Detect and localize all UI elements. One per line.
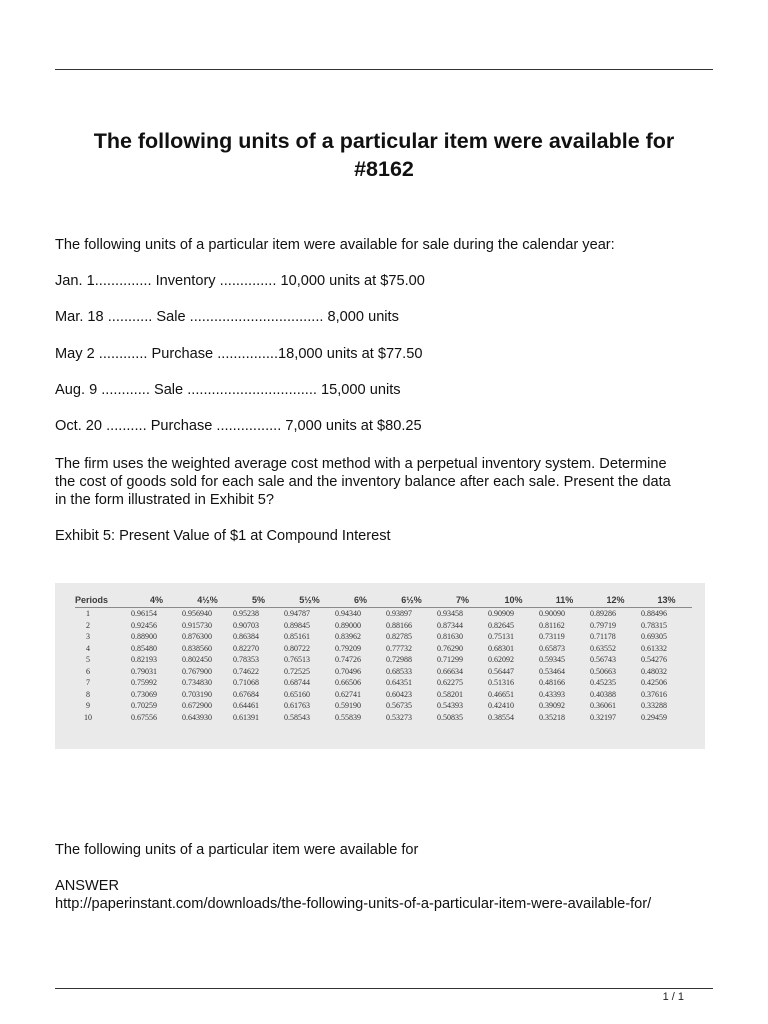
column-header: Periods bbox=[75, 593, 131, 608]
value-cell: 0.90909 bbox=[488, 609, 514, 618]
value-cell: 0.92456 bbox=[131, 620, 157, 630]
table-row bbox=[75, 666, 692, 678]
repeat-title: The following units of a particular item were available for bbox=[55, 842, 419, 858]
table-row bbox=[75, 631, 692, 643]
value-cell: 0.74622 bbox=[233, 666, 259, 676]
page-number: 1 / 1 bbox=[662, 991, 684, 1003]
value-cell: 0.93897 bbox=[386, 609, 412, 618]
period-cell: 1 bbox=[86, 609, 90, 618]
value-cell: 0.72988 bbox=[386, 655, 412, 664]
value-cell: 0.82645 bbox=[488, 620, 514, 630]
value-cell: 0.45235 bbox=[590, 678, 616, 687]
table-row bbox=[75, 712, 692, 724]
value-cell: 0.83962 bbox=[335, 632, 361, 641]
inventory-line-jan: Jan. 1.............. Inventory .............. 10,000 units at $75.00 bbox=[55, 273, 425, 289]
value-cell: 0.93458 bbox=[437, 609, 463, 618]
table-row bbox=[75, 643, 692, 655]
value-cell: 0.37616 bbox=[641, 689, 667, 699]
footer-rule bbox=[55, 988, 713, 989]
value-cell: 0.876300 bbox=[182, 632, 212, 641]
value-cell: 0.96154 bbox=[131, 609, 157, 618]
value-cell: 0.94787 bbox=[284, 609, 310, 618]
value-cell: 0.65873 bbox=[539, 643, 565, 653]
value-cell: 0.64461 bbox=[233, 701, 259, 710]
period-cell: 10 bbox=[84, 712, 92, 722]
column-header: 6½% bbox=[386, 593, 437, 608]
title-line-1: The following units of a particular item were available for bbox=[93, 129, 675, 153]
period-cell: 4 bbox=[86, 643, 90, 653]
value-cell: 0.64351 bbox=[386, 678, 412, 687]
value-cell: 0.68744 bbox=[284, 678, 310, 687]
value-cell: 0.88496 bbox=[641, 609, 667, 618]
value-cell: 0.54276 bbox=[641, 655, 667, 664]
value-cell: 0.48166 bbox=[539, 678, 565, 687]
value-cell: 0.58543 bbox=[284, 712, 310, 722]
value-cell: 0.79031 bbox=[131, 666, 157, 676]
value-cell: 0.85480 bbox=[131, 643, 157, 653]
value-cell: 0.79209 bbox=[335, 643, 361, 653]
value-cell: 0.56743 bbox=[590, 655, 616, 664]
value-cell: 0.56735 bbox=[386, 701, 412, 710]
period-cell: 8 bbox=[86, 689, 90, 699]
value-cell: 0.71178 bbox=[590, 632, 616, 641]
value-cell: 0.73069 bbox=[131, 689, 157, 699]
value-cell: 0.63552 bbox=[590, 643, 616, 653]
column-header: 6% bbox=[335, 593, 386, 608]
value-cell: 0.65160 bbox=[284, 689, 310, 699]
answer-label: ANSWER bbox=[55, 878, 120, 894]
value-cell: 0.80722 bbox=[284, 643, 310, 653]
value-cell: 0.60423 bbox=[386, 689, 412, 699]
value-cell: 0.56447 bbox=[488, 666, 514, 676]
instructions-line-3: in the form illustrated in Exhibit 5? bbox=[55, 492, 275, 508]
value-cell: 0.703190 bbox=[182, 689, 212, 699]
period-cell: 2 bbox=[86, 620, 90, 630]
inventory-line-mar: Mar. 18 ........... Sale ................................. 8,000 units bbox=[55, 309, 399, 325]
value-cell: 0.42410 bbox=[488, 701, 514, 710]
value-cell: 0.35218 bbox=[539, 712, 565, 722]
value-cell: 0.67556 bbox=[131, 712, 157, 722]
value-cell: 0.36061 bbox=[590, 701, 616, 710]
period-cell: 9 bbox=[86, 701, 90, 710]
value-cell: 0.82785 bbox=[386, 632, 412, 641]
value-cell: 0.43393 bbox=[539, 689, 565, 699]
value-cell: 0.68533 bbox=[386, 666, 412, 676]
value-cell: 0.838560 bbox=[182, 643, 212, 653]
instructions-line-1: The firm uses the weighted average cost method with a perpetual inventory system. Determine bbox=[55, 456, 667, 472]
value-cell: 0.59190 bbox=[335, 701, 361, 710]
value-cell: 0.89286 bbox=[590, 609, 616, 618]
table-row bbox=[75, 654, 692, 666]
value-cell: 0.55839 bbox=[335, 712, 361, 722]
column-header: 4½% bbox=[182, 593, 233, 608]
inventory-line-may: May 2 ............ Purchase ...............18,000 units at $77.50 bbox=[55, 346, 423, 362]
value-cell: 0.82270 bbox=[233, 643, 259, 653]
value-cell: 0.61763 bbox=[284, 701, 310, 710]
value-cell: 0.66506 bbox=[335, 678, 361, 687]
header-rule bbox=[55, 69, 713, 70]
value-cell: 0.956940 bbox=[182, 609, 212, 618]
value-cell: 0.90090 bbox=[539, 609, 565, 618]
value-cell: 0.767900 bbox=[182, 666, 212, 676]
period-cell: 5 bbox=[86, 655, 90, 664]
value-cell: 0.643930 bbox=[182, 712, 212, 722]
value-cell: 0.61332 bbox=[641, 643, 667, 653]
value-cell: 0.94340 bbox=[335, 609, 361, 618]
value-cell: 0.74726 bbox=[335, 655, 361, 664]
column-header: 4% bbox=[131, 593, 182, 608]
value-cell: 0.70496 bbox=[335, 666, 361, 676]
document-title bbox=[55, 127, 713, 183]
table-row bbox=[75, 677, 692, 689]
value-cell: 0.33288 bbox=[641, 701, 667, 710]
value-cell: 0.76290 bbox=[437, 643, 463, 653]
column-header: 10% bbox=[488, 593, 539, 608]
column-header: 7% bbox=[437, 593, 488, 608]
value-cell: 0.66634 bbox=[437, 666, 463, 676]
value-cell: 0.69305 bbox=[641, 632, 667, 641]
title-line-2: #8162 bbox=[354, 157, 414, 181]
value-cell: 0.62741 bbox=[335, 689, 361, 699]
present-value-table bbox=[75, 593, 692, 723]
value-cell: 0.85161 bbox=[284, 632, 310, 641]
value-cell: 0.46651 bbox=[488, 689, 514, 699]
value-cell: 0.53273 bbox=[386, 712, 412, 722]
intro-paragraph: The following units of a particular item were available for sale during the calendar year: bbox=[55, 237, 615, 253]
value-cell: 0.38554 bbox=[488, 712, 514, 722]
value-cell: 0.802450 bbox=[182, 655, 212, 664]
value-cell: 0.48032 bbox=[641, 666, 667, 676]
column-header: 5½% bbox=[284, 593, 335, 608]
value-cell: 0.42506 bbox=[641, 678, 667, 687]
value-cell: 0.59345 bbox=[539, 655, 565, 664]
value-cell: 0.70259 bbox=[131, 701, 157, 710]
value-cell: 0.73119 bbox=[539, 632, 565, 641]
value-cell: 0.62092 bbox=[488, 655, 514, 664]
table-header-row bbox=[75, 593, 692, 608]
instructions-line-2: the cost of goods sold for each sale and the inventory balance after each sale. Present the data bbox=[55, 474, 671, 490]
table-row bbox=[75, 689, 692, 701]
value-cell: 0.50835 bbox=[437, 712, 463, 722]
value-cell: 0.67684 bbox=[233, 689, 259, 699]
value-cell: 0.81630 bbox=[437, 632, 463, 641]
column-header: 12% bbox=[590, 593, 641, 608]
value-cell: 0.75131 bbox=[488, 632, 514, 641]
value-cell: 0.734830 bbox=[182, 678, 212, 687]
value-cell: 0.89000 bbox=[335, 620, 361, 630]
value-cell: 0.58201 bbox=[437, 689, 463, 699]
answer-link[interactable]: http://paperinstant.com/downloads/the-following-units-of-a-particular-item-were-available-for/ bbox=[55, 896, 652, 912]
value-cell: 0.79719 bbox=[590, 620, 616, 630]
value-cell: 0.71068 bbox=[233, 678, 259, 687]
value-cell: 0.53464 bbox=[539, 666, 565, 676]
period-cell: 7 bbox=[86, 678, 90, 687]
exhibit-caption: Exhibit 5: Present Value of $1 at Compound Interest bbox=[55, 528, 391, 544]
value-cell: 0.89845 bbox=[284, 620, 310, 630]
value-cell: 0.82193 bbox=[131, 655, 157, 664]
value-cell: 0.54393 bbox=[437, 701, 463, 710]
value-cell: 0.51316 bbox=[488, 678, 514, 687]
value-cell: 0.81162 bbox=[539, 620, 565, 630]
table-row bbox=[75, 700, 692, 712]
value-cell: 0.75992 bbox=[131, 678, 157, 687]
value-cell: 0.62275 bbox=[437, 678, 463, 687]
column-header: 13% bbox=[641, 593, 692, 608]
value-cell: 0.39092 bbox=[539, 701, 565, 710]
value-cell: 0.88166 bbox=[386, 620, 412, 630]
value-cell: 0.77732 bbox=[386, 643, 412, 653]
value-cell: 0.61391 bbox=[233, 712, 259, 722]
value-cell: 0.88900 bbox=[131, 632, 157, 641]
inventory-line-oct: Oct. 20 .......... Purchase ................ 7,000 units at $80.25 bbox=[55, 418, 422, 434]
value-cell: 0.672900 bbox=[182, 701, 212, 710]
value-cell: 0.78353 bbox=[233, 655, 259, 664]
value-cell: 0.76513 bbox=[284, 655, 310, 664]
value-cell: 0.32197 bbox=[590, 712, 616, 722]
value-cell: 0.40388 bbox=[590, 689, 616, 699]
value-cell: 0.68301 bbox=[488, 643, 514, 653]
period-cell: 6 bbox=[86, 666, 90, 676]
table-body bbox=[75, 608, 692, 724]
column-header: 11% bbox=[539, 593, 590, 608]
exhibit-table-image bbox=[55, 583, 705, 749]
inventory-line-aug: Aug. 9 ............ Sale ................................ 15,000 units bbox=[55, 382, 401, 398]
value-cell: 0.29459 bbox=[641, 712, 667, 722]
column-header: 5% bbox=[233, 593, 284, 608]
table-row bbox=[75, 608, 692, 620]
table-row bbox=[75, 620, 692, 632]
period-cell: 3 bbox=[86, 632, 90, 641]
value-cell: 0.71299 bbox=[437, 655, 463, 664]
value-cell: 0.86384 bbox=[233, 632, 259, 641]
value-cell: 0.50663 bbox=[590, 666, 616, 676]
value-cell: 0.87344 bbox=[437, 620, 463, 630]
value-cell: 0.72525 bbox=[284, 666, 310, 676]
value-cell: 0.915730 bbox=[182, 620, 212, 630]
value-cell: 0.78315 bbox=[641, 620, 667, 630]
value-cell: 0.90703 bbox=[233, 620, 259, 630]
value-cell: 0.95238 bbox=[233, 609, 259, 618]
